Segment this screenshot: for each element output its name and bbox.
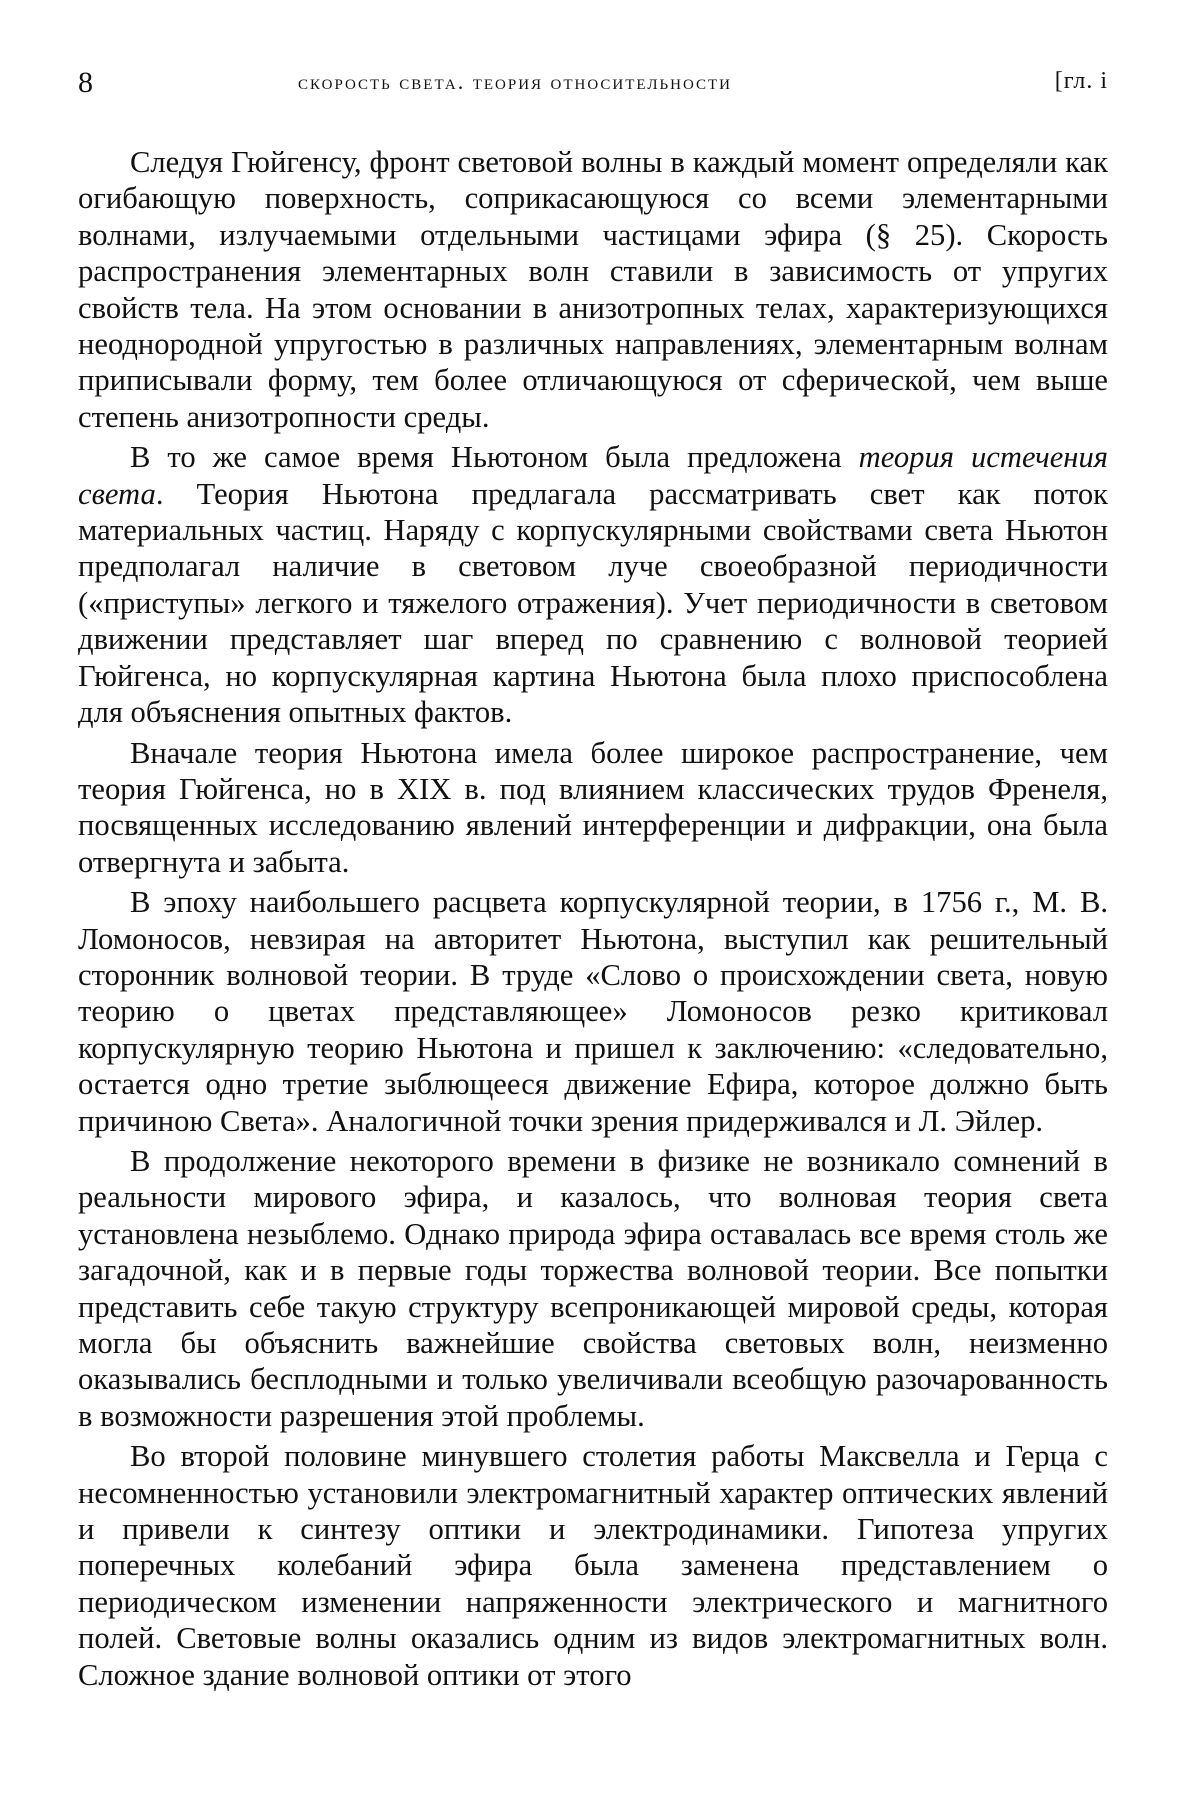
paragraph-maxwell-hertz: Во второй половине минувшего столетия работы Максвелла и Герца с несомненностью установили электромагнитный характер оптических явлений и привели к синтезу оптики и электродинамики. Гипотеза упругих поперечных колебаний эфира была заменена представлением о периодическом изменении напряженности электрического и магнитного полей. Световые волны оказались одним из видов электромагнитных волн. Сложное здание волновой оптики от этого (78, 1439, 1108, 1692)
chapter-reference: [гл. i (1054, 68, 1108, 94)
running-head (78, 66, 1108, 106)
emphasis-term: теория истечения света (78, 440, 1108, 511)
running-title: скорость света. теория относительности (298, 69, 732, 94)
paragraph-newton-emission-theory (78, 439, 1108, 730)
paragraph-text-before: В то же самое время Ньютоном была предложена (130, 440, 859, 475)
book-page (78, 66, 1108, 1697)
paragraph-lomonosov: В эпоху наибольшего расцвета корпускулярной теории, в 1756 г., М. В. Ломоносов, невзирая на авторитет Ньютона, выступил как решительный сторонник волновой теории. В труде «Слово о происхождении света, новую теорию о цветах представляющее» Ломоносов резко критиковал корпускулярную теорию Ньютона и пришел к заключению: «следовательно, остается одно третие зыблющееся движение Ефира, которое должно быть причиною Света». Аналогичной точки зрения придерживался и Л. Эйлер. (78, 885, 1108, 1138)
page-number: 8 (78, 66, 93, 99)
paragraph-fresnel: Вначале теория Ньютона имела более широкое распространение, чем теория Гюйгенса, но в XIX в. под влиянием классических трудов Френеля, посвященных исследованию явлений интерференции и дифракции, она была отвергнута и забыта. (78, 735, 1108, 879)
paragraph-text-after: . Теория Ньютона предлагала рассматривать свет как поток материальных частиц. Наряду с корпускулярными свойствами света Ньютон предполагал наличие в световом луче своеобразной периодичности («приступы» легкого и тяжелого отражения). Учет периодичности в световом движении представляет шаг вперед по сравнению с волновой теорией Гюйгенса, но корпускулярная картина Ньютона была плохо приспособлена для объяснения опытных фактов. (78, 476, 1108, 730)
body-text (78, 144, 1108, 1693)
paragraph-huygens-wavefront: Следуя Гюйгенсу, фронт световой волны в каждый момент определяли как огибающую поверхность, соприкасающуюся со всеми элементарными волнами, излучаемыми отдельными частицами эфира (§ 25). Скорость распространения элементарных волн ставили в зависимость от упругих свойств тела. На этом основании в анизотропных телах, характеризующихся неоднородной упругостью в различных направлениях, элементарным волнам приписывали форму, тем более отличающуюся от сферической, чем выше степень анизотропности среды. (78, 145, 1108, 434)
paragraph-ether-doubts: В продолжение некоторого времени в физике не возникало сомнений в реальности мирового эфира, и казалось, что волновая теория света установлена незыблемо. Однако природа эфира оставалась все время столь же загадочной, как и в первые годы торжества волновой теории. Все попытки представить себе такую структуру всепроникающей мировой среды, которая могла бы объяснить важнейшие свойства световых волн, неизменно оказывались бесплодными и только увеличивали всеобщую разочарованность в возможности разрешения этой проблемы. (78, 1143, 1108, 1433)
